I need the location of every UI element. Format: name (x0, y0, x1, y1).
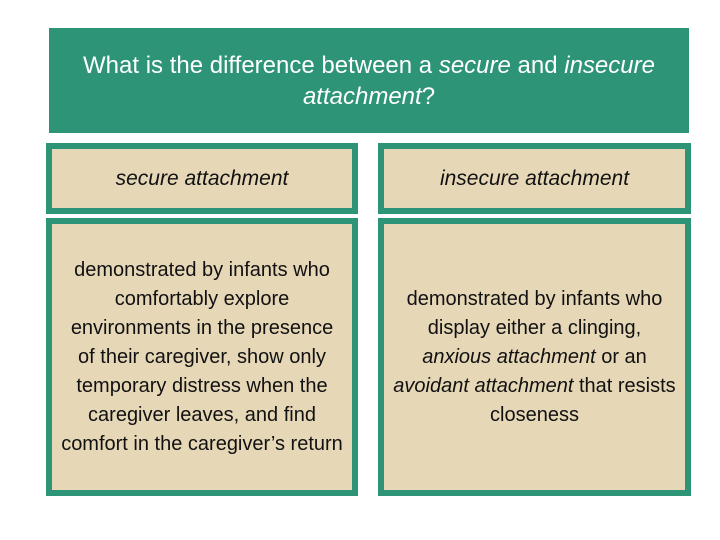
insecure-desc-part-1: demonstrated by infants who display either a clinging, (406, 287, 663, 339)
insecure-desc-emphasis-anxious: anxious attachment (422, 345, 596, 368)
body-cell-secure (46, 218, 358, 496)
insecure-desc-part-3: that resists closeness (490, 374, 676, 426)
title-part-3: ? (421, 82, 436, 110)
header-cell-secure (46, 143, 358, 214)
insecure-desc-emphasis-avoidant: avoidant attachment (393, 374, 574, 397)
slide-title (65, 50, 673, 112)
insecure-desc-part-2: or an (595, 345, 647, 368)
secure-description: demonstrated by infants who comfortably explore environments in the presence of their caregiver, show only temporary distress when the caregiver leaves, and find comfort in the caregiver’s return (61, 258, 343, 455)
header-insecure-label: insecure attachment (439, 166, 630, 190)
title-emphasis-insecure: insecure attachment (302, 51, 655, 110)
title-banner (49, 28, 689, 133)
body-cell-insecure (378, 218, 691, 496)
insecure-description (392, 285, 677, 430)
header-secure-label: secure attachment (115, 166, 289, 190)
title-emphasis-secure: secure (438, 51, 511, 79)
title-part-2: and (510, 51, 565, 79)
title-part-1: What is the difference between a (83, 51, 439, 79)
header-cell-insecure (378, 143, 691, 214)
